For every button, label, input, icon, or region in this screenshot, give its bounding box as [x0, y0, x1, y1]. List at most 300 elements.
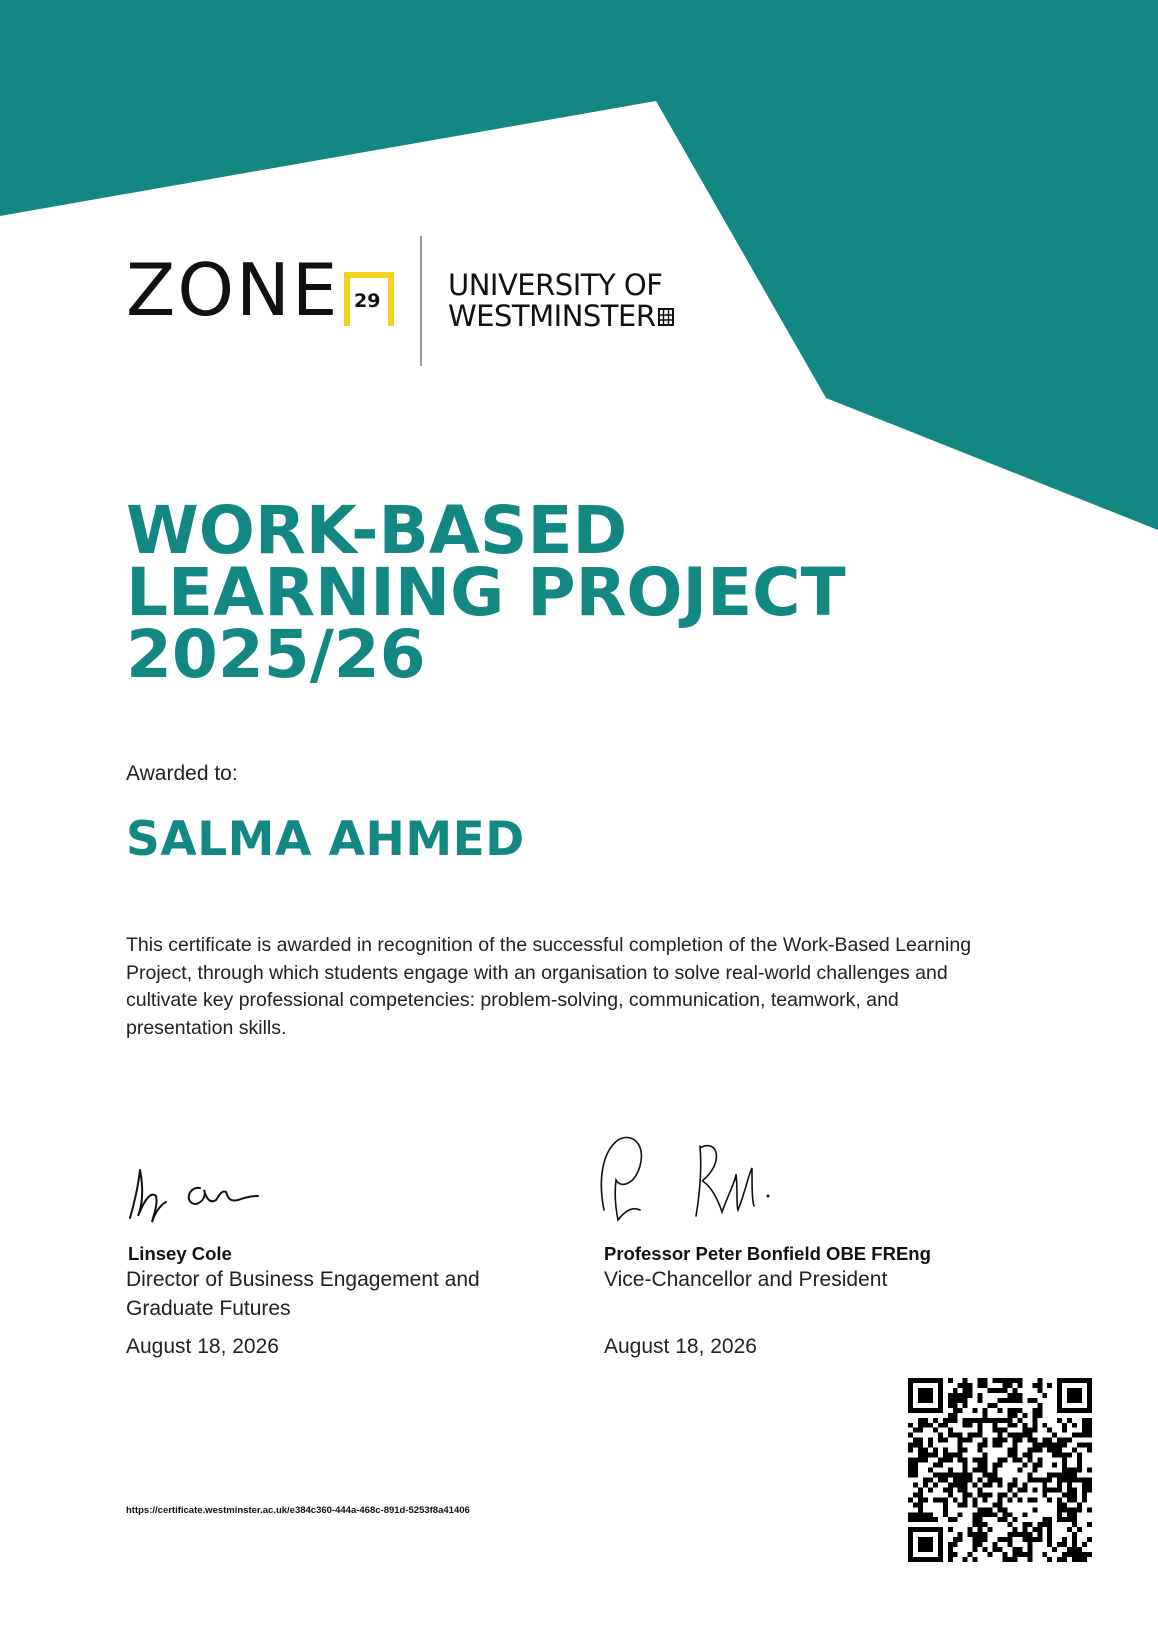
qr-module	[1042, 1552, 1047, 1557]
qr-module	[953, 1477, 958, 1482]
signatory-1-date: August 18, 2026	[126, 1335, 279, 1358]
qr-module	[1072, 1517, 1077, 1522]
qr-module	[1077, 1547, 1082, 1552]
qr-module	[1087, 1398, 1092, 1403]
qr-module	[1012, 1393, 1017, 1398]
qr-module	[1072, 1423, 1077, 1428]
qr-module	[1072, 1557, 1077, 1562]
qr-module	[1012, 1423, 1017, 1428]
qr-module	[943, 1458, 948, 1463]
university-of-westminster-logo	[448, 270, 674, 332]
qr-module	[1037, 1477, 1042, 1482]
qr-module	[938, 1378, 943, 1383]
qr-module	[943, 1507, 948, 1512]
qr-module	[993, 1388, 998, 1393]
qr-module	[953, 1388, 958, 1393]
qr-module	[943, 1453, 948, 1458]
qr-module	[1087, 1443, 1092, 1448]
qr-module	[943, 1477, 948, 1482]
qr-module	[1057, 1408, 1062, 1413]
qr-module	[938, 1527, 943, 1532]
qr-module	[1082, 1497, 1087, 1502]
qr-module	[938, 1497, 943, 1502]
qr-module	[1087, 1388, 1092, 1393]
logo-divider	[420, 236, 422, 366]
qr-module	[1067, 1453, 1072, 1458]
university-line-2: WESTMINSTER	[448, 299, 656, 333]
qr-module	[1007, 1487, 1012, 1492]
qr-module	[923, 1388, 928, 1393]
qr-module	[908, 1517, 913, 1522]
zone29-logo-text: ZONE	[126, 248, 340, 332]
awarded-to-label: Awarded to:	[126, 762, 238, 785]
qr-module	[1072, 1487, 1077, 1492]
qr-module	[1057, 1512, 1062, 1517]
qr-module	[958, 1443, 963, 1448]
qr-module	[998, 1418, 1003, 1423]
qr-module	[1062, 1438, 1067, 1443]
qr-module	[908, 1398, 913, 1403]
qr-module	[908, 1512, 913, 1517]
qr-module	[1017, 1552, 1022, 1557]
qr-module	[1032, 1383, 1037, 1388]
qr-module	[978, 1433, 983, 1438]
qr-module	[963, 1383, 968, 1388]
qr-module	[908, 1403, 913, 1408]
qr-module	[1007, 1398, 1012, 1403]
qr-module	[938, 1537, 943, 1542]
qr-module	[918, 1428, 923, 1433]
qr-module	[978, 1487, 983, 1492]
qr-module	[1002, 1557, 1007, 1562]
qr-module	[978, 1468, 983, 1473]
qr-module	[973, 1547, 978, 1552]
qr-module	[948, 1552, 953, 1557]
qr-module	[963, 1448, 968, 1453]
qr-module	[983, 1413, 988, 1418]
qr-module	[1027, 1532, 1032, 1537]
qr-module	[978, 1527, 983, 1532]
qr-module	[1067, 1547, 1072, 1552]
qr-module	[963, 1423, 968, 1428]
qr-module	[1037, 1527, 1042, 1532]
qr-module	[983, 1443, 988, 1448]
qr-module	[913, 1458, 918, 1463]
qr-module	[1012, 1492, 1017, 1497]
qr-module	[1007, 1393, 1012, 1398]
qr-module	[998, 1502, 1003, 1507]
qr-module	[1087, 1537, 1092, 1542]
qr-module	[1047, 1448, 1052, 1453]
qr-module	[1037, 1537, 1042, 1542]
qr-module	[948, 1428, 953, 1433]
qr-module	[1022, 1532, 1027, 1537]
qr-module	[928, 1408, 933, 1413]
qr-module	[1057, 1378, 1062, 1383]
qr-module	[1062, 1477, 1067, 1482]
qr-module	[1052, 1433, 1057, 1438]
qr-module	[1012, 1443, 1017, 1448]
qr-module	[968, 1552, 973, 1557]
qr-module	[918, 1487, 923, 1492]
qr-module	[963, 1418, 968, 1423]
qr-module	[948, 1378, 953, 1383]
qr-module	[953, 1517, 958, 1522]
qr-module	[1072, 1542, 1077, 1547]
qr-module	[993, 1438, 998, 1443]
qr-module	[908, 1463, 913, 1468]
qr-module	[1047, 1497, 1052, 1502]
qr-module	[1072, 1468, 1077, 1473]
qr-module	[958, 1532, 963, 1537]
qr-module	[1002, 1418, 1007, 1423]
qr-module	[983, 1453, 988, 1458]
qr-module	[1017, 1398, 1022, 1403]
qr-module	[948, 1547, 953, 1552]
qr-module	[1022, 1537, 1027, 1542]
qr-module	[963, 1487, 968, 1492]
qr-module	[1067, 1482, 1072, 1487]
qr-module	[938, 1557, 943, 1562]
qr-module	[1057, 1502, 1062, 1507]
qr-module	[923, 1378, 928, 1383]
qr-module	[978, 1532, 983, 1537]
qr-module	[908, 1448, 913, 1453]
qr-module	[993, 1547, 998, 1552]
qr-module	[968, 1532, 973, 1537]
qr-module	[1042, 1522, 1047, 1527]
qr-module	[978, 1448, 983, 1453]
qr-module	[928, 1542, 933, 1547]
qr-module	[953, 1408, 958, 1413]
qr-module	[1022, 1423, 1027, 1428]
qr-module	[923, 1477, 928, 1482]
qr-module	[1087, 1428, 1092, 1433]
qr-module	[918, 1512, 923, 1517]
qr-module	[958, 1482, 963, 1487]
title-line-1: WORK-BASED	[126, 492, 628, 569]
qr-module	[908, 1552, 913, 1557]
qr-module	[993, 1423, 998, 1428]
signatory-1-role-line-2: Graduate Futures	[126, 1297, 291, 1320]
qr-module	[1057, 1542, 1062, 1547]
qr-module	[1027, 1542, 1032, 1547]
qr-module	[978, 1443, 983, 1448]
qr-module	[1012, 1448, 1017, 1453]
qr-module	[928, 1477, 933, 1482]
qr-module	[983, 1458, 988, 1463]
qr-module	[918, 1547, 923, 1552]
qr-module	[973, 1557, 978, 1562]
qr-module	[1087, 1552, 1092, 1557]
qr-module	[958, 1433, 963, 1438]
qr-module	[1037, 1383, 1042, 1388]
qr-module	[1057, 1477, 1062, 1482]
qr-module	[998, 1517, 1003, 1522]
qr-module	[948, 1557, 953, 1562]
qr-module	[928, 1453, 933, 1458]
qr-module	[1057, 1453, 1062, 1458]
qr-module	[953, 1482, 958, 1487]
qr-module	[1082, 1552, 1087, 1557]
qr-module	[963, 1403, 968, 1408]
qr-module	[1007, 1453, 1012, 1458]
qr-module	[923, 1512, 928, 1517]
qr-module	[953, 1413, 958, 1418]
qr-module	[1037, 1403, 1042, 1408]
qr-module	[953, 1418, 958, 1423]
qr-module	[933, 1453, 938, 1458]
qr-module	[1032, 1428, 1037, 1433]
title-line-2: LEARNING PROJECT	[126, 554, 846, 631]
signatory-1-name: Linsey Cole	[128, 1243, 232, 1264]
qr-module	[973, 1542, 978, 1547]
qr-module	[1062, 1507, 1067, 1512]
qr-module	[1087, 1482, 1092, 1487]
qr-module	[998, 1463, 1003, 1468]
qr-module	[1032, 1487, 1037, 1492]
qr-module	[1002, 1507, 1007, 1512]
qr-module	[1007, 1482, 1012, 1487]
qr-module	[943, 1438, 948, 1443]
qr-module	[923, 1527, 928, 1532]
qr-module	[1062, 1537, 1067, 1542]
qr-module	[998, 1497, 1003, 1502]
qr-module	[983, 1438, 988, 1443]
qr-module	[988, 1388, 993, 1393]
qr-module	[938, 1532, 943, 1537]
qr-module	[1002, 1552, 1007, 1557]
qr-code[interactable]	[908, 1378, 1092, 1562]
qr-module	[908, 1472, 913, 1477]
qr-module	[948, 1487, 953, 1492]
qr-module	[948, 1542, 953, 1547]
qr-module	[983, 1383, 988, 1388]
qr-module	[1002, 1428, 1007, 1433]
qr-module	[958, 1487, 963, 1492]
qr-module	[948, 1468, 953, 1473]
qr-module	[968, 1527, 973, 1532]
qr-module	[1047, 1532, 1052, 1537]
qr-module	[983, 1522, 988, 1527]
certificate-description: This certificate is awarded in recognition of the successful completion of the Work-Based Learning Project, through which students engage with an organisation to solve real-world challenges and cultivate key professional competencies: problem-solving, communication, teamwork, and presentation skills.	[126, 934, 972, 1039]
qr-module	[1057, 1448, 1062, 1453]
qr-module	[1062, 1472, 1067, 1477]
qr-module	[1087, 1418, 1092, 1423]
qr-module	[1022, 1463, 1027, 1468]
qr-module	[1032, 1448, 1037, 1453]
qr-module	[1007, 1423, 1012, 1428]
qr-module	[923, 1423, 928, 1428]
qr-module	[1002, 1458, 1007, 1463]
qr-module	[983, 1507, 988, 1512]
qr-module	[943, 1472, 948, 1477]
qr-module	[1017, 1383, 1022, 1388]
qr-module	[953, 1537, 958, 1542]
qr-module	[1037, 1522, 1042, 1527]
qr-module	[1012, 1477, 1017, 1482]
qr-module	[1062, 1453, 1067, 1458]
qr-module	[1027, 1522, 1032, 1527]
qr-module	[943, 1502, 948, 1507]
qr-module	[918, 1542, 923, 1547]
qr-module	[943, 1487, 948, 1492]
qr-module	[988, 1472, 993, 1477]
qr-module	[1072, 1393, 1077, 1398]
qr-module	[908, 1388, 913, 1393]
qr-module	[918, 1453, 923, 1458]
qr-module	[958, 1472, 963, 1477]
qr-module	[998, 1408, 1003, 1413]
qr-module	[928, 1527, 933, 1532]
qr-module	[968, 1418, 973, 1423]
qr-module	[993, 1403, 998, 1408]
qr-module	[938, 1393, 943, 1398]
qr-module	[1067, 1527, 1072, 1532]
qr-module	[1062, 1458, 1067, 1463]
qr-module	[948, 1393, 953, 1398]
qr-module	[963, 1477, 968, 1482]
qr-module	[1027, 1438, 1032, 1443]
qr-module	[1082, 1557, 1087, 1562]
qr-module	[913, 1463, 918, 1468]
qr-module	[998, 1433, 1003, 1438]
qr-module	[983, 1378, 988, 1383]
signatory-1-role	[126, 1265, 480, 1323]
title-line-3: 2025/26	[126, 616, 426, 693]
qr-module	[1052, 1443, 1057, 1448]
qr-module	[1002, 1537, 1007, 1542]
qr-module	[1087, 1468, 1092, 1473]
qr-module	[978, 1418, 983, 1423]
qr-module	[948, 1527, 953, 1532]
signatory-2-role	[604, 1265, 887, 1294]
qr-module	[1032, 1477, 1037, 1482]
qr-module	[1047, 1383, 1052, 1388]
qr-module	[1042, 1517, 1047, 1522]
qr-module	[968, 1472, 973, 1477]
qr-module	[973, 1512, 978, 1517]
qr-module	[1067, 1477, 1072, 1482]
qr-module	[1022, 1453, 1027, 1458]
qr-module	[1057, 1443, 1062, 1448]
qr-module	[918, 1492, 923, 1497]
qr-module	[1062, 1463, 1067, 1468]
qr-module	[923, 1418, 928, 1423]
qr-module	[1057, 1487, 1062, 1492]
qr-module	[1032, 1423, 1037, 1428]
qr-module	[943, 1418, 948, 1423]
qr-module	[1002, 1398, 1007, 1403]
qr-module	[1032, 1497, 1037, 1502]
qr-module	[1047, 1438, 1052, 1443]
qr-module	[908, 1468, 913, 1473]
qr-module	[1017, 1497, 1022, 1502]
qr-module	[933, 1418, 938, 1423]
qr-module	[1067, 1492, 1072, 1497]
qr-module	[948, 1458, 953, 1463]
qr-module	[1007, 1497, 1012, 1502]
qr-module	[983, 1497, 988, 1502]
qr-module	[958, 1393, 963, 1398]
qr-module	[1072, 1378, 1077, 1383]
qr-module	[913, 1468, 918, 1473]
qr-module	[938, 1388, 943, 1393]
qr-module	[948, 1453, 953, 1458]
qr-module	[908, 1433, 913, 1438]
qr-module	[918, 1388, 923, 1393]
qr-module	[923, 1482, 928, 1487]
qr-module	[1047, 1428, 1052, 1433]
qr-module	[978, 1522, 983, 1527]
qr-module	[933, 1472, 938, 1477]
qr-module	[1042, 1393, 1047, 1398]
qr-module	[1062, 1443, 1067, 1448]
qr-module	[1047, 1477, 1052, 1482]
qr-module	[913, 1492, 918, 1497]
qr-module	[1032, 1527, 1037, 1532]
qr-module	[923, 1393, 928, 1398]
qr-module	[1012, 1458, 1017, 1463]
qr-module	[1022, 1512, 1027, 1517]
qr-module	[1052, 1453, 1057, 1458]
qr-module	[913, 1428, 918, 1433]
qr-module	[1042, 1443, 1047, 1448]
qr-module	[1037, 1458, 1042, 1463]
qr-module	[1067, 1552, 1072, 1557]
qr-module	[913, 1557, 918, 1562]
qr-module	[938, 1463, 943, 1468]
qr-module	[1012, 1398, 1017, 1403]
qr-module	[1012, 1532, 1017, 1537]
qr-module	[1057, 1403, 1062, 1408]
qr-module	[1057, 1438, 1062, 1443]
qr-module	[908, 1408, 913, 1413]
qr-module	[1002, 1517, 1007, 1522]
qr-module	[918, 1448, 923, 1453]
qr-module	[1067, 1388, 1072, 1393]
qr-module	[1082, 1482, 1087, 1487]
qr-module	[1012, 1378, 1017, 1383]
qr-module	[1032, 1443, 1037, 1448]
qr-module	[963, 1482, 968, 1487]
qr-module	[1072, 1408, 1077, 1413]
qr-module	[933, 1463, 938, 1468]
qr-module	[948, 1418, 953, 1423]
qr-module	[983, 1472, 988, 1477]
qr-module	[973, 1497, 978, 1502]
qr-module	[1072, 1398, 1077, 1403]
qr-module	[933, 1408, 938, 1413]
qr-module	[1032, 1463, 1037, 1468]
qr-module	[1012, 1527, 1017, 1532]
qr-module	[1042, 1438, 1047, 1443]
qr-module	[923, 1557, 928, 1562]
qr-module	[1087, 1448, 1092, 1453]
qr-module	[1032, 1413, 1037, 1418]
qr-module	[1082, 1433, 1087, 1438]
qr-module	[973, 1532, 978, 1537]
verification-url[interactable]: https://certificate.westminster.ac.uk/e384c360-444a-468c-891d-5253f8a41406	[126, 1505, 470, 1516]
qr-module	[1067, 1398, 1072, 1403]
qr-module	[988, 1418, 993, 1423]
qr-module	[918, 1507, 923, 1512]
qr-module	[963, 1388, 968, 1393]
qr-module	[918, 1438, 923, 1443]
university-line-1: UNIVERSITY OF	[448, 268, 663, 302]
qr-module	[908, 1537, 913, 1542]
qr-module	[1072, 1433, 1077, 1438]
